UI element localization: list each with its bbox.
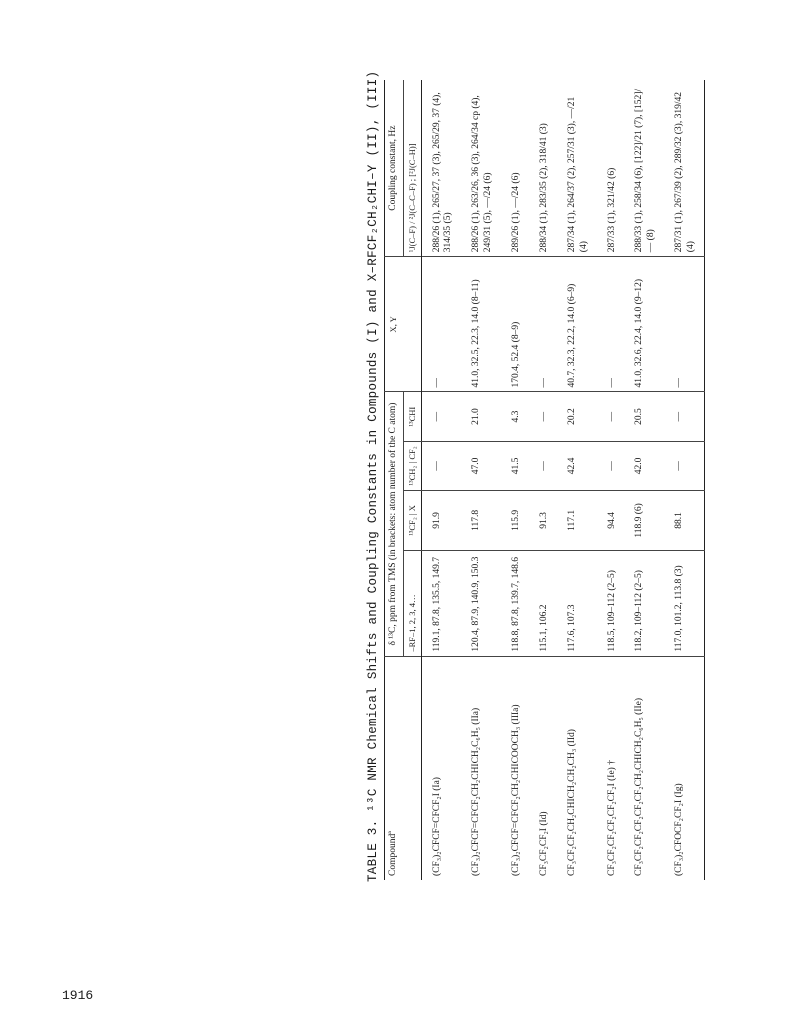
ch2-shift-cell: 42.0 (624, 441, 664, 490)
cfx-shift-cell: 117.1 (557, 491, 597, 551)
rf-shift-cell: 117.0, 101.2, 113.8 (3) (664, 550, 704, 656)
xy-shift-cell: — (421, 257, 461, 392)
header-ch2: ¹³CH₂ | CF₂ (403, 441, 421, 490)
xy-shift-cell: — (664, 257, 704, 392)
compound-cell: CF₃CF₂CF₂CF₂CF₂CF₂CH₂CHICH₂C₆H₅ (IIe) (634, 697, 645, 876)
coupling-cell: 289/26 (1), —/24 (6) (501, 80, 529, 257)
compound-cell: CF₃CF₂CF₂CH₂CHICH₂CH₂CH₃ (IId) (566, 729, 577, 876)
table-row (529, 80, 557, 880)
table-caption: TABLE 3. ¹³C NMR Chemical Shifts and Coupling Constants in Compounds (I) and X–RFCF₂CH₂CHI–Y (II), (III) (366, 70, 380, 882)
ch2-shift-cell: 41.5 (501, 441, 529, 490)
header-rf: –RF–1, 2, 3, 4… (403, 550, 421, 656)
coupling-cell: 287/31 (1), 267/39 (2), 289/32 (3), 319/42 (4) (664, 80, 704, 257)
chi-shift-cell: — (421, 392, 461, 441)
ch2-shift-cell: 42.4 (557, 441, 597, 490)
compound-cell: (CF₃)₂CFOCF₂CF₂I (Ig) (674, 783, 685, 876)
coupling-cell: 287/33 (1), 321/42 (6) (597, 80, 625, 257)
xy-shift-cell: 40.7, 32.3, 22.2, 14.0 (6–9) (557, 257, 597, 392)
compound-cell: (CF₃)₂CFCF=CFCF₂CH₂CHICOOCH₃ (IIIa) (511, 704, 521, 876)
coupling-cell: 287/34 (1), 264/37 (2), 257/31 (3), —/21 (4) (557, 80, 597, 257)
table-rotator (384, 80, 705, 880)
ch2-shift-cell: 47.0 (461, 441, 501, 490)
xy-shift-cell: 41.0, 32.6, 22.4, 14.0 (9–12) (624, 257, 664, 392)
rf-shift-cell: 117.6, 107.3 (557, 550, 597, 656)
rf-shift-cell: 119.1, 87.8, 135.5, 149.7 (421, 550, 461, 656)
table-row (664, 80, 704, 880)
header-xy: X, Y (385, 257, 422, 392)
chi-shift-cell: 4.3 (501, 392, 529, 441)
cfx-shift-cell: 118.9 (6) (624, 491, 664, 551)
cfx-shift-cell: 91.3 (529, 491, 557, 551)
cfx-shift-cell: 91.9 (421, 491, 461, 551)
xy-shift-cell: 41.0, 32.5, 22.3, 14.0 (8–11) (461, 257, 501, 392)
xy-shift-cell: 170.4, 52.4 (8–9) (501, 257, 529, 392)
coupling-cell: 288/26 (1), 265/27, 37 (3), 265/29, 37 (4), 314/35 (5) (421, 80, 461, 257)
coupling-cell: 288/34 (1), 283/35 (2), 318/41 (3) (529, 80, 557, 257)
cfx-shift-cell: 117.8 (461, 491, 501, 551)
coupling-cell: 288/26 (1), 263/26, 36 (3), 264/34 cp (4), 249/31 (5), —/24 (6) (461, 80, 501, 257)
ch2-shift-cell: — (529, 441, 557, 490)
table-row (597, 80, 625, 880)
table-body (421, 80, 704, 880)
cfx-shift-cell: 88.1 (664, 491, 704, 551)
rf-shift-cell: 115.1, 106.2 (529, 550, 557, 656)
table-row (461, 80, 501, 880)
nmr-table (384, 80, 705, 880)
xy-shift-cell: — (529, 257, 557, 392)
rf-shift-cell: 118.8, 87.8, 139.7, 148.6 (501, 550, 529, 656)
rf-shift-cell: 118.5, 109–112 (2–5) (597, 550, 625, 656)
header-coupling-sub: ¹J(C–F) / ²J(C–C–F) ; [²J(C–H)] (403, 80, 421, 257)
compound-cell: CF₃CF₂CF₂CF₂CF₂CF₂I (Ie) † (606, 760, 617, 876)
header-compound: Compoundª (385, 656, 422, 880)
rf-shift-cell: 120.4, 87.9, 140.9, 150.3 (461, 550, 501, 656)
compound-cell: CF₃CF₂CF₂I (Id) (538, 811, 549, 876)
cfx-shift-cell: 94.4 (597, 491, 625, 551)
ch2-shift-cell: — (597, 441, 625, 490)
rf-shift-cell: 118.2, 109–112 (2–5) (624, 550, 664, 656)
table-row (421, 80, 461, 880)
table-row (557, 80, 597, 880)
header-chi: ¹³CHI (403, 392, 421, 441)
header-coupling-group: Coupling constant, Hz (385, 80, 404, 257)
chi-shift-cell: 21.0 (461, 392, 501, 441)
xy-shift-cell: — (597, 257, 625, 392)
cfx-shift-cell: 115.9 (501, 491, 529, 551)
chi-shift-cell: 20.5 (624, 392, 664, 441)
compound-cell: (CF₃)₂CFCF=CFCF₂I (Ia) (431, 777, 442, 876)
ch2-shift-cell: — (421, 441, 461, 490)
page-number: 1916 (62, 988, 94, 1003)
ch2-shift-cell: — (664, 441, 704, 490)
coupling-cell: 288/33 (1), 258/34 (6), [122]/21 (7), [152]/— (8) (624, 80, 664, 257)
table-row (624, 80, 664, 880)
header-shift-group: δ ¹³C, ppm from TMS (in brackets: atom number of the C atom) (385, 392, 404, 656)
chi-shift-cell: — (664, 392, 704, 441)
table-row (501, 80, 529, 880)
compound-cell: (CF₃)₂CFCF=CFCF₂CH₂CHICH₂C₆H₅ (IIa) (471, 707, 482, 876)
chi-shift-cell: 20.2 (557, 392, 597, 441)
chi-shift-cell: — (597, 392, 625, 441)
header-cfx: ¹³CF₂ | X (403, 491, 421, 551)
chi-shift-cell: — (529, 392, 557, 441)
